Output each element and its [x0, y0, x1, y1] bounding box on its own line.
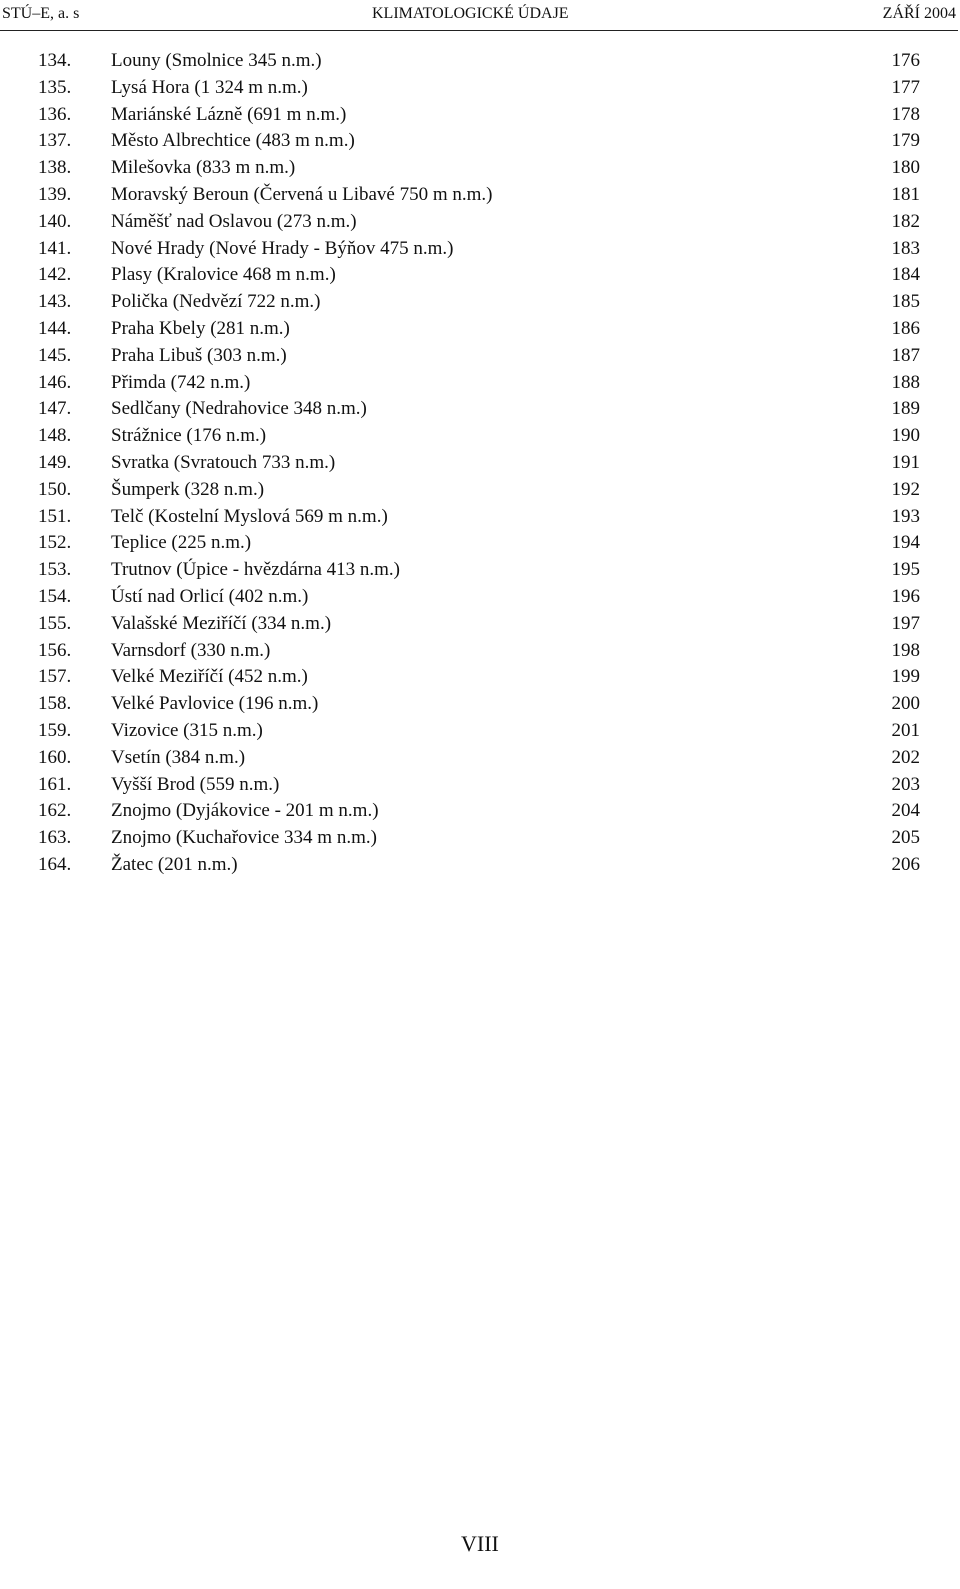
- toc-entry-number: 144.: [38, 317, 72, 339]
- toc-entry: [0, 772, 960, 799]
- toc-entry-number: 140.: [38, 210, 72, 232]
- toc-entry-station: Telč (Kostelní Myslová 569 m n.m.): [111, 505, 388, 527]
- toc-entry-page: 190: [891, 425, 920, 447]
- toc-entry-number: 155.: [38, 612, 72, 634]
- toc-entry-number: 156.: [38, 639, 72, 661]
- toc-entry-number: 143.: [38, 291, 72, 313]
- toc-entry-number: 147.: [38, 398, 72, 420]
- toc-entry-page: 196: [891, 585, 920, 607]
- toc-entry-page: 191: [891, 451, 920, 473]
- toc-entry-page: 204: [891, 800, 920, 822]
- toc-entry-number: 164.: [38, 853, 72, 875]
- toc-entry-station: Polička (Nedvězí 722 n.m.): [111, 291, 321, 313]
- toc-entry-page: 180: [891, 157, 920, 179]
- toc-entry-page: 184: [891, 264, 920, 286]
- toc-entry-station: Varnsdorf (330 n.m.): [111, 639, 271, 661]
- toc-entry-page: 201: [891, 719, 920, 741]
- toc-entry-page: 182: [891, 210, 920, 232]
- toc-entry-number: 139.: [38, 183, 72, 205]
- toc-entry-page: 193: [891, 505, 920, 527]
- toc-entry: [0, 477, 960, 504]
- toc-entry: [0, 236, 960, 263]
- toc-entry-page: 202: [891, 746, 920, 768]
- toc-entry: [0, 638, 960, 665]
- toc-entry-number: 158.: [38, 693, 72, 715]
- toc-entry-number: 153.: [38, 559, 72, 581]
- toc-entry-number: 146.: [38, 371, 72, 393]
- toc-entry-page: 187: [891, 344, 920, 366]
- toc-entry: [0, 209, 960, 236]
- toc-entry-number: 159.: [38, 719, 72, 741]
- toc-entry-station: Velké Pavlovice (196 n.m.): [111, 693, 319, 715]
- toc-entry-number: 142.: [38, 264, 72, 286]
- toc-entry: [0, 182, 960, 209]
- toc-entry-station: Valašské Meziříčí (334 n.m.): [111, 612, 332, 634]
- toc-entry: [0, 289, 960, 316]
- toc-entry-station: Mariánské Lázně (691 m n.m.): [111, 103, 347, 125]
- toc-entry-number: 134.: [38, 50, 72, 71]
- toc-entry-page: 192: [891, 478, 920, 500]
- toc-entry-page: 177: [891, 76, 920, 98]
- toc-entry: [0, 718, 960, 745]
- toc-entry: [0, 798, 960, 825]
- page-header: [0, 0, 960, 34]
- header-organization: STÚ–E, a. s: [2, 5, 80, 22]
- header-title: KLIMATOLOGICKÉ ÚDAJE: [372, 5, 569, 22]
- toc-entry-page: 206: [891, 853, 920, 875]
- toc-entry: [0, 584, 960, 611]
- toc-entry-number: 136.: [38, 103, 72, 125]
- toc-entry-station: Město Albrechtice (483 m n.m.): [111, 130, 355, 152]
- toc-entry-page: 205: [891, 827, 920, 849]
- toc-entry: [0, 530, 960, 557]
- toc-entry-number: 149.: [38, 451, 72, 473]
- toc-entry: [0, 691, 960, 718]
- toc-entry: [0, 262, 960, 289]
- toc-entry-station: Ústí nad Orlicí (402 n.m.): [111, 585, 309, 607]
- toc-entry-number: 161.: [38, 773, 72, 795]
- toc-entry-number: 137.: [38, 130, 72, 152]
- toc-entry: [0, 745, 960, 772]
- toc-entry-number: 141.: [38, 237, 72, 259]
- toc-entry-page: 183: [891, 237, 920, 259]
- toc-entry-number: 138.: [38, 157, 72, 179]
- toc-entry-page: 186: [891, 317, 920, 339]
- toc-entry: [0, 504, 960, 531]
- toc-entry-station: Vyšší Brod (559 n.m.): [111, 773, 280, 795]
- toc-entry-page: 189: [891, 398, 920, 420]
- toc-entry-page: 181: [891, 183, 920, 205]
- toc-entry-number: 157.: [38, 666, 72, 688]
- toc-entry-station: Strážnice (176 n.m.): [111, 425, 267, 447]
- toc-entry-station: Náměšť nad Oslavou (273 n.m.): [111, 210, 357, 232]
- toc-entry-station: Vizovice (315 n.m.): [111, 719, 263, 741]
- toc-entry-page: 199: [891, 666, 920, 688]
- toc-entry-station: Plasy (Kralovice 468 m n.m.): [111, 264, 336, 286]
- toc-entry-page: 200: [891, 693, 920, 715]
- toc-entry-number: 163.: [38, 827, 72, 849]
- toc-entry: [0, 557, 960, 584]
- toc-entry-number: 162.: [38, 800, 72, 822]
- toc-entry-page: 194: [891, 532, 920, 554]
- footer-page-number: VIII: [461, 1531, 499, 1556]
- toc-entry-number: 154.: [38, 585, 72, 607]
- toc-entry-page: 198: [891, 639, 920, 661]
- toc-entry-station: Znojmo (Dyjákovice - 201 m n.m.): [111, 800, 379, 822]
- toc-entry: [0, 75, 960, 102]
- toc-entry: [0, 396, 960, 423]
- toc-entry: [0, 102, 960, 129]
- toc-entry-station: Znojmo (Kuchařovice 334 m n.m.): [111, 827, 377, 849]
- toc-entry: [0, 852, 960, 879]
- toc-entry: [0, 316, 960, 343]
- toc-entry-page: 203: [891, 773, 920, 795]
- toc-entry-page: 197: [891, 612, 920, 634]
- toc-entry-number: 148.: [38, 425, 72, 447]
- toc-entry: [0, 664, 960, 691]
- toc-entry-station: Lysá Hora (1 324 m n.m.): [111, 76, 308, 98]
- toc-entry-number: 135.: [38, 76, 72, 98]
- toc-entry-station: Žatec (201 n.m.): [111, 853, 238, 875]
- toc-entry: [0, 128, 960, 155]
- toc-entry-page: 178: [891, 103, 920, 125]
- toc-entry-station: Teplice (225 n.m.): [111, 532, 252, 554]
- toc-entry-page: 185: [891, 291, 920, 313]
- toc-entry: [0, 423, 960, 450]
- toc-entry-page: 179: [891, 130, 920, 152]
- toc-entry-station: Moravský Beroun (Červená u Libavé 750 m n.m.): [111, 183, 493, 205]
- toc-entry: [0, 48, 960, 75]
- toc-entry-page: 176: [891, 50, 920, 71]
- toc-entry-station: Trutnov (Úpice - hvězdárna 413 n.m.): [111, 559, 400, 581]
- toc-entry-page: 195: [891, 559, 920, 581]
- toc-entry-station: Louny (Smolnice 345 n.m.): [111, 50, 322, 71]
- toc-entry-station: Svratka (Svratouch 733 n.m.): [111, 451, 336, 473]
- toc-entry-number: 151.: [38, 505, 72, 527]
- toc-entry-station: Velké Meziříčí (452 n.m.): [111, 666, 308, 688]
- toc-entry: [0, 155, 960, 182]
- toc-entry-station: Vsetín (384 n.m.): [111, 746, 246, 768]
- toc-entry: [0, 343, 960, 370]
- toc-entry-station: Sedlčany (Nedrahovice 348 n.m.): [111, 398, 367, 420]
- toc-entry-number: 160.: [38, 746, 72, 768]
- table-of-contents: [0, 48, 960, 879]
- toc-entry-station: Šumperk (328 n.m.): [111, 478, 265, 500]
- toc-entry: [0, 611, 960, 638]
- toc-entry-station: Praha Kbely (281 n.m.): [111, 317, 290, 339]
- toc-entry: [0, 370, 960, 397]
- toc-entry-station: Přimda (742 n.m.): [111, 371, 251, 393]
- toc-entry-number: 152.: [38, 532, 72, 554]
- header-date: ZÁŘÍ 2004: [882, 5, 956, 22]
- toc-entry: [0, 450, 960, 477]
- toc-entry-station: Nové Hrady (Nové Hrady - Býňov 475 n.m.): [111, 237, 454, 259]
- toc-entry-number: 145.: [38, 344, 72, 366]
- toc-entry-station: Praha Libuš (303 n.m.): [111, 344, 287, 366]
- toc-entry-page: 188: [891, 371, 920, 393]
- header-divider: [0, 30, 958, 31]
- toc-entry: [0, 825, 960, 852]
- toc-entry-number: 150.: [38, 478, 72, 500]
- toc-entry-station: Milešovka (833 m n.m.): [111, 157, 296, 179]
